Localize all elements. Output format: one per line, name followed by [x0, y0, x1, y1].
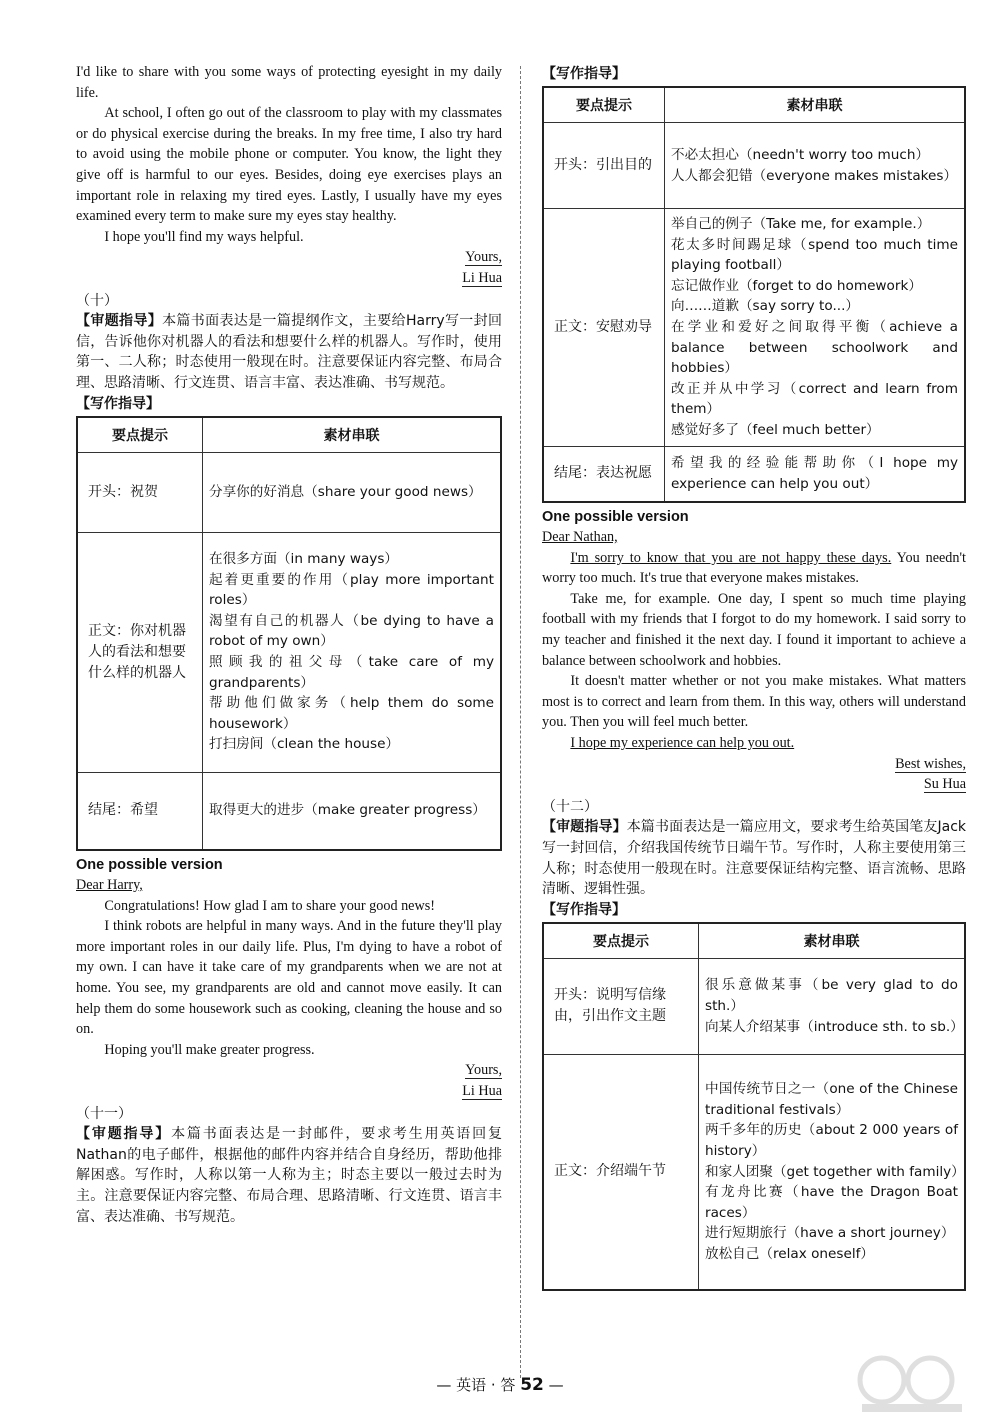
table-key-cell: 正文：安慰劝导	[543, 209, 665, 447]
salutation: Dear Harry,	[76, 877, 143, 893]
guide-table	[542, 922, 966, 1292]
table-material-cell: 举自己的例子（Take me, for example.） 花太多时间踢足球（spend too much time playing football） 忘记做作业（forget to do homework） 向……道歉（say sorry to...） 在学业和爱好之间取得平衡（achieve a balance between schoolwork and hobbies） 改正并从中学习（correct and learn from them） 感觉好多了（feel much better）	[665, 209, 966, 447]
table-key-cell: 结尾：希望	[77, 772, 203, 850]
write-guide-label: 【写作指导】	[76, 395, 160, 412]
write-guide-label: 【写作指导】	[542, 66, 626, 82]
guide-table	[76, 416, 502, 852]
paragraph: At school, I often go out of the classroom to play with my classmates or do physical exercise during the breaks. In my free time, I also try hard to avoid using the mobile phone or computer. You know, the light they give off is harmful to our eyes. Besides, doing eye exercises plays an important role in relaxing my tired eyes. Lastly, I usually have my eyes examined every term to make sure my eyes stay healthy.	[76, 105, 502, 225]
table-key-cell: 开头：说明写信缘由，引出作文主题	[543, 958, 699, 1054]
version-heading: One possible version	[76, 857, 223, 873]
section-number: （十一）	[76, 1105, 132, 1122]
write-guide-label: 【写作指导】	[542, 901, 626, 918]
footer-subject: — 英语 · 答	[436, 1376, 516, 1394]
table-material-cell: 分享你的好消息（share your good news）	[203, 452, 502, 532]
guide-label: 【审题指导】	[542, 819, 627, 836]
paragraph: I hope you'll find my ways helpful.	[104, 228, 304, 245]
guide-paragraph: 【审题指导】本篇书面表达是一封邮件，要求考生用英语回复Nathan的电子邮件，根据他的邮件内容并结合自身经历，帮助他排解困惑。写作时，人称以第一人称为主；时态主要以一般过去时为主。注意要保证内容完整、布局合理、思路清晰、行文连贯、语言丰富、表达准确、书写规范。	[76, 1126, 502, 1225]
watermark-logo-icon	[852, 1352, 972, 1416]
table-material-cell: 不必太担心（needn't worry too much） 人人都会犯错（everyone makes mistakes）	[665, 123, 966, 209]
column-divider	[520, 66, 521, 1378]
table-header: 素材串联	[665, 87, 966, 123]
signature-name: Su Hua	[923, 776, 966, 793]
paragraph: I think robots are helpful in many ways. And in the future they'll play more important roles in our daily life. Plus, I'm dying to have a robot of my own. I can have it take care of my grandparents when we are not at home. You see, my grandparents are old and cannot move easily. It can help them do some housework such as cooking, cleaning the house and so on.	[76, 918, 502, 1038]
paragraph: Take me, for example. One day, I spent so much time playing football with my friends that I forgot to do my homework. I said sorry to my teacher and finished it the next day. I found it important to achieve a balance between schoolwork and hobbies.	[542, 590, 966, 669]
footer-dash: —	[548, 1376, 564, 1394]
table-key-cell: 开头：引出目的	[543, 123, 665, 209]
table-header: 素材串联	[699, 923, 966, 959]
signature-name: Li Hua	[462, 269, 502, 286]
table-header: 要点提示	[543, 923, 699, 959]
section-number: （十二）	[542, 798, 598, 815]
guide-label: 【审题指导】	[76, 1126, 172, 1143]
right-column	[542, 64, 966, 1295]
table-header: 要点提示	[77, 417, 203, 453]
version-heading: One possible version	[542, 509, 689, 526]
page-number: 52	[520, 1375, 544, 1395]
section-number: （十）	[76, 292, 118, 309]
table-material-cell: 希望我的经验能帮助你（I hope my experience can help you out）	[665, 446, 966, 502]
table-key-cell: 开头：祝贺	[77, 452, 203, 532]
table-material-cell: 很乐意做某事（be very glad to do sth.） 向某人介绍某事（introduce sth. to sb.）	[699, 958, 966, 1054]
table-material-cell: 中国传统节日之一（one of the Chinese traditional festivals） 两千多年的历史（about 2 000 years of history） 和家人团聚（get together with family） 有龙舟比赛（have the Dragon Boat races） 进行短期旅行（have a short journey） 放松自己（relax oneself）	[699, 1054, 966, 1290]
signature-name: Li Hua	[462, 1082, 502, 1099]
paragraph: Congratulations! How glad I am to share your good news!	[104, 897, 435, 914]
left-column	[76, 62, 502, 1227]
table-header: 素材串联	[203, 417, 502, 453]
guide-table	[542, 86, 966, 503]
salutation: Dear Nathan,	[542, 529, 618, 546]
paragraph: Hoping you'll make greater progress.	[104, 1041, 315, 1058]
table-key-cell: 结尾：表达祝愿	[543, 446, 665, 502]
page-footer	[0, 1374, 1000, 1395]
guide-paragraph: 【审题指导】本篇书面表达是一篇应用文，要求考生给英国笔友Jack写一封回信，介绍我国传统节日端午节。写作时，人称主要使用第三人称；时态使用一般现在时。注意要保证结构完整、语言流畅、思路清晰、逻辑性强。	[542, 819, 966, 898]
paragraph: I'd like to share with you some ways of protecting eyesight in my daily life.	[76, 64, 502, 101]
table-header: 要点提示	[543, 87, 665, 123]
table-material-cell: 在很多方面（in many ways） 起着更重要的作用（play more important roles） 渴望有自己的机器人（be dying to have a robot of my own） 照顾我的祖父母（take care of my grandparents） 帮助他们做家务（help them do some housework） 打扫房间（clean the house）	[203, 532, 502, 772]
paragraph: I'm sorry to know that you are not happy these days. You needn't worry too much. It's true that everyone makes mistakes.	[542, 549, 966, 587]
paragraph: I hope my experience can help you out.	[570, 734, 795, 751]
paragraph: It doesn't matter whether or not you make mistakes. What matters most is to correct and learn from them. In this way, others will understand you. Then you will feel much better.	[542, 673, 966, 731]
table-material-cell: 取得更大的进步（make greater progress）	[203, 772, 502, 850]
signature-closing: Best wishes,	[895, 755, 966, 772]
signature-closing: Yours,	[465, 1062, 502, 1079]
table-key-cell: 正文：你对机器人的看法和想要什么样的机器人	[77, 532, 203, 772]
guide-paragraph: 【审题指导】本篇书面表达是一篇提纲作文，主要给Harry写一封回信，告诉他你对机器人的看法和想要什么样的机器人。写作时，使用第一、二人称；时态使用一般现在时。注意要保证内容完整、布局合理、思路清晰、行文连贯、语言丰富、表达准确、书写规范。	[76, 313, 503, 391]
table-key-cell: 正文：介绍端午节	[543, 1054, 699, 1290]
guide-label: 【审题指导】	[76, 313, 163, 330]
signature-closing: Yours,	[465, 249, 502, 266]
